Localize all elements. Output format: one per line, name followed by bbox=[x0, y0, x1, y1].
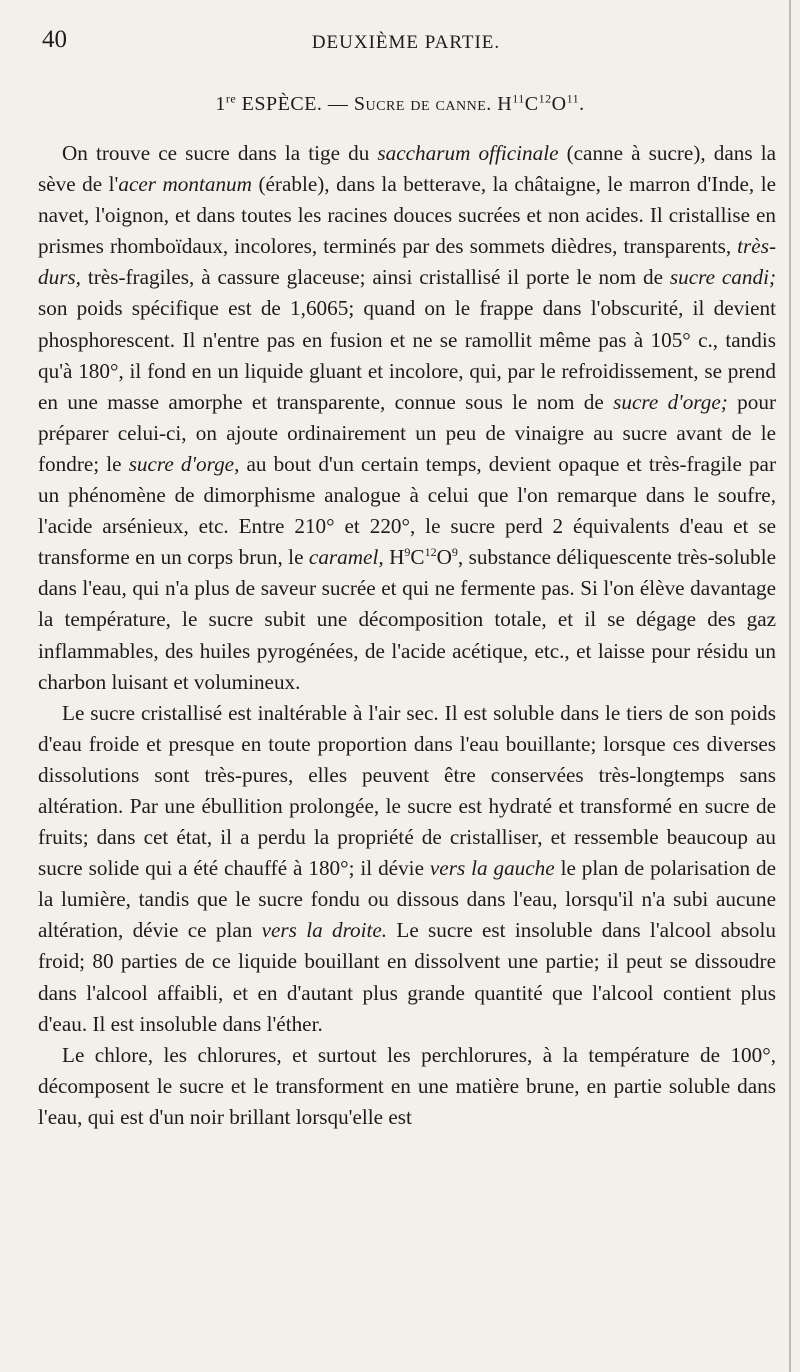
paragraph-3: Le chlore, les chlorures, et surtout les perchlorures, à la température de 100°, décomposent le sucre et le transforment en une matière brune, en partie soluble dans l'eau, qui est d'un noir brillant lorsqu'elle est bbox=[38, 1042, 776, 1129]
caramel-formula: $H^9C^{12}O^9$ bbox=[389, 545, 458, 570]
section-number: 1 bbox=[215, 93, 226, 115]
section-label: ESPÈCE. bbox=[241, 93, 323, 115]
chemical-formula: $H^{11}C^{12}O^{11}$. bbox=[497, 91, 585, 115]
section-number-suffix: re bbox=[225, 91, 237, 106]
paragraph-1: On trouve ce sucre dans la tige du saccharum officinale (canne à sucre), dans la sève de l'acer montanum (érable), dans la betterave, la châtaigne, le marron d'Inde, le navet, l'oignon, et dans toutes les racines douces sucrées et non acides. Il cristallise en prismes rhomboïdaux, incolores, terminés par des sommets dièdres, transparents, très-durs, très-fragiles, à cassure glaceuse; ainsi cristallisé il porte le nom de sucre candi; son poids spécifique est de 1,6065; quand on le frappe dans l'obscurité, il devient phosphorescent. Il n'entre pas en fusion et ne se ramollit même pas à 105° c., tandis qu'à 180°, il fond en un liquide gluant et incolore, qui, par le refroidissement, se prend en une masse amorphe et transparente, connue sous le nom de sucre d'orge; pour préparer celui-ci, on ajoute ordinairement un peu de vinaigre au sucre avant de le fondre; le sucre d'orge, au bout d'un certain temps, devient opaque et très-fragile par un phénomène de dimorphisme analogue à celui que l'on remarque dans le soufre, l'acide arsénieux, etc. Entre 210° et 220°, le sucre perd 2 équivalents d'eau et se transforme en un corps brun, le caramel, $H^9C^{12}O^9$, substance déliquescente très-soluble dans l'eau, qui n'a plus de saveur sucrée et qui ne fermente pas. Si l'on élève davantage la température, le sucre subit une décomposition totale, et il se dégage des gaz inflammables, des huiles pyrogénées, de l'acide acétique, etc., et laisse pour résidu un charbon luisant et volumineux. bbox=[38, 141, 777, 694]
paragraph-2: Le sucre cristallisé est inaltérable à l'air sec. Il est soluble dans le tiers de son poids d'eau froide et presque en toute proportion dans l'eau bouillante; lorsque ces diverses dissolutions sont très-pures, elles peuvent être conservées très-longtemps sans altération. Par une ébullition prolongée, le sucre est hydraté et transformé en sucre de fruits; dans cet état, il a perdu la propriété de cristalliser, et ressemble beaucoup au sucre solide qui a été chauffé à 180°; il dévie vers la gauche le plan de polarisation de la lumière, tandis que le sucre fondu ou dissous dans l'eau, lorsqu'il n'a subi aucune altération, dévie ce plan vers la droite. Le sucre est insoluble dans l'alcool absolu froid; 80 parties de ce liquide bouillant en dissolvent une partie; il peut se dissoudre dans l'alcool affaibli, et en d'autant plus grande quantité que l'alcool contient plus d'eau. Il est insoluble dans l'éther. bbox=[38, 700, 777, 1036]
section-name: Sucre de canne. bbox=[353, 93, 492, 115]
heading-dash: — bbox=[327, 93, 349, 115]
page-number: 40 bbox=[42, 26, 67, 53]
body-text bbox=[38, 138, 776, 1133]
running-title: DEUXIÈME PARTIE. bbox=[311, 32, 501, 53]
page-header bbox=[42, 26, 770, 56]
section-heading bbox=[0, 93, 800, 116]
page-edge-divider bbox=[789, 0, 791, 1372]
